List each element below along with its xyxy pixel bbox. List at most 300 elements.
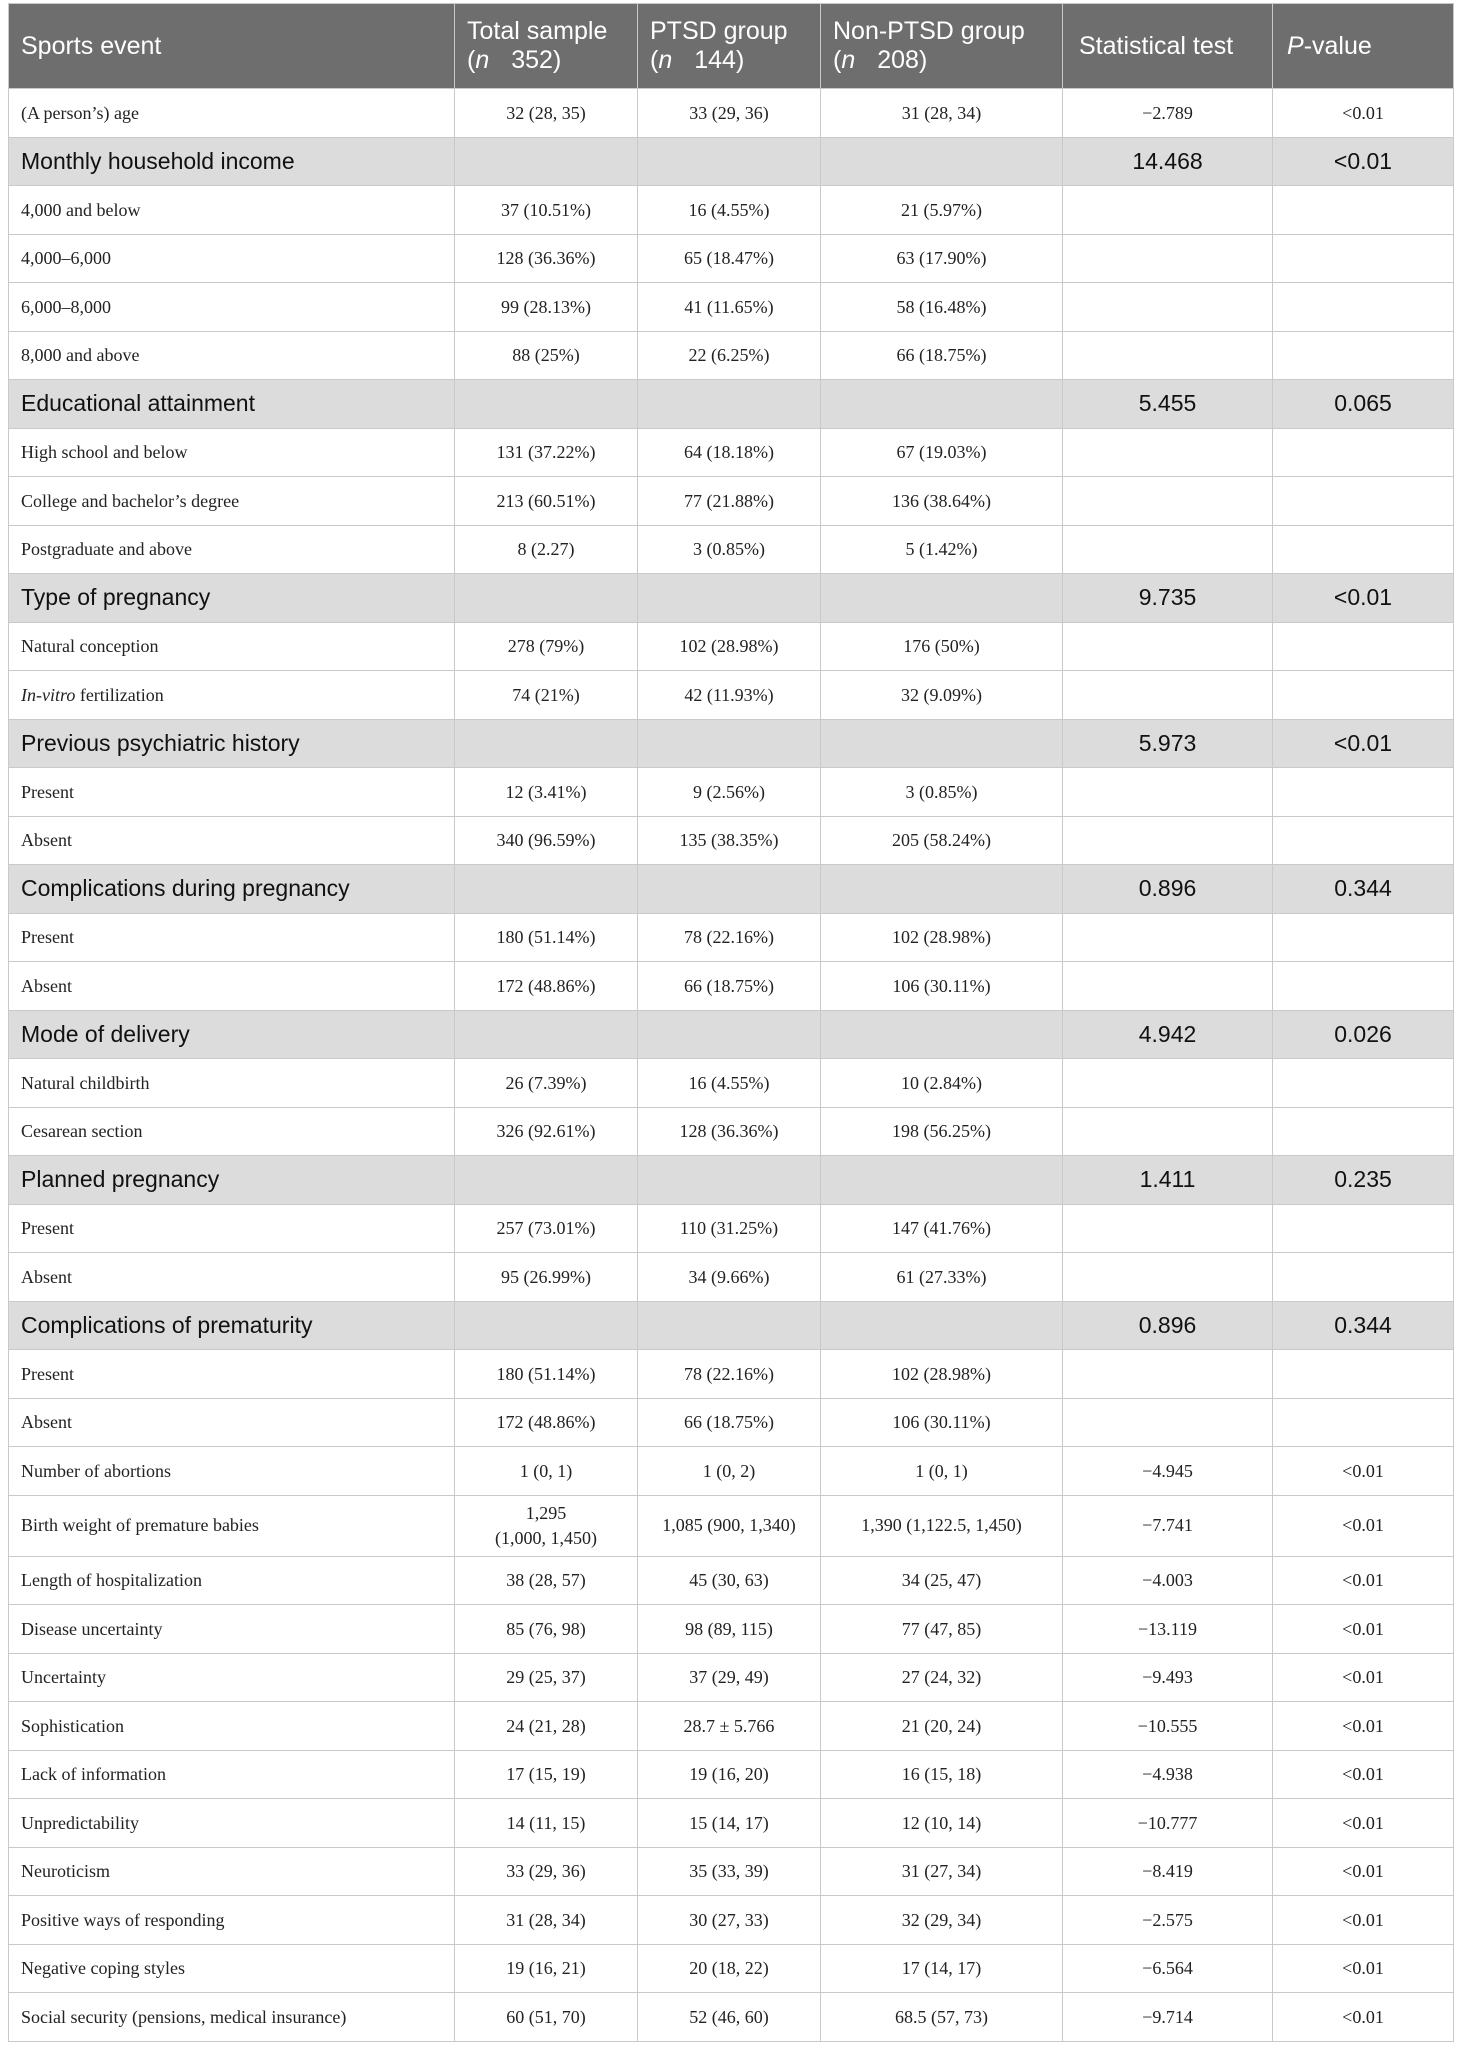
row-label-text: Neuroticism: [21, 1861, 110, 1882]
row-label: [9, 477, 455, 526]
row-label-text: Negative coping styles: [21, 1958, 185, 1979]
row-label-text: Disease uncertainty: [21, 1618, 163, 1639]
statistic-cell: 0.896: [1063, 865, 1273, 914]
ptsd-cell: 15 (14, 17): [638, 1799, 821, 1848]
statistic-cell: [1063, 1059, 1273, 1108]
statistic-cell: [1063, 428, 1273, 477]
row-label-text: Uncertainty: [21, 1667, 106, 1688]
total-cell: [455, 380, 638, 429]
total-cell: 33 (29, 36): [455, 1847, 638, 1896]
ptsd-cell: 65 (18.47%): [638, 234, 821, 283]
row-label-text: Present: [21, 1218, 74, 1239]
table-header: [9, 4, 1454, 89]
non-ptsd-cell: 106 (30.11%): [821, 962, 1063, 1011]
non-ptsd-cell: 176 (50%): [821, 622, 1063, 671]
non-ptsd-cell: 3 (0.85%): [821, 768, 1063, 817]
header-total-label: Total sample: [467, 17, 608, 46]
ptsd-cell: [638, 719, 821, 768]
row-label: [9, 1944, 455, 1993]
p-value-cell: [1273, 525, 1454, 574]
row-label: [9, 913, 455, 962]
table-row: [9, 671, 1454, 720]
ptsd-cell: 1,085 (900, 1,340): [638, 1495, 821, 1556]
ptsd-cell: 66 (18.75%): [638, 1398, 821, 1447]
header-non-ptsd-n-value: 208: [877, 46, 919, 74]
total-cell: 19 (16, 21): [455, 1944, 638, 1993]
table-row: [9, 1847, 1454, 1896]
row-label: [9, 1653, 455, 1702]
p-value-cell: [1273, 768, 1454, 817]
statistic-cell: 4.942: [1063, 1010, 1273, 1059]
statistic-cell: [1063, 962, 1273, 1011]
n-symbol: n: [658, 46, 673, 74]
p-value-cell: <0.01: [1273, 1799, 1454, 1848]
section-label: Planned pregnancy: [9, 1156, 455, 1205]
ptsd-cell: 16 (4.55%): [638, 1059, 821, 1108]
total-cell: [455, 574, 638, 623]
p-value-cell: [1273, 1204, 1454, 1253]
table-row: [9, 1702, 1454, 1751]
total-cell: 17 (15, 19): [455, 1750, 638, 1799]
non-ptsd-cell: 68.5 (57, 73): [821, 1993, 1063, 2042]
total-cell: 12 (3.41%): [455, 768, 638, 817]
non-ptsd-cell: 21 (5.97%): [821, 186, 1063, 235]
table-row: [9, 331, 1454, 380]
header-sports-event: Sports event: [9, 4, 455, 89]
row-label: [9, 671, 455, 720]
ptsd-cell: [638, 1156, 821, 1205]
p-value-cell: [1273, 283, 1454, 332]
total-line1: 1,295: [525, 1503, 567, 1524]
statistic-cell: −10.555: [1063, 1702, 1273, 1751]
ptsd-cell: [638, 137, 821, 186]
table-row: [9, 1495, 1454, 1556]
row-label-text: Sophistication: [21, 1715, 124, 1736]
section-label: Mode of delivery: [9, 1010, 455, 1059]
p-value-cell: [1273, 477, 1454, 526]
header-non-ptsd-label: Non-PTSD group: [833, 17, 1025, 46]
statistic-cell: 0.896: [1063, 1301, 1273, 1350]
statistic-cell: [1063, 234, 1273, 283]
p-value-cell: [1273, 1350, 1454, 1399]
total-cell: 131 (37.22%): [455, 428, 638, 477]
row-label-text: Number of abortions: [21, 1460, 171, 1481]
ptsd-cell: [638, 1301, 821, 1350]
statistic-cell: 5.455: [1063, 380, 1273, 429]
row-label: [9, 1605, 455, 1654]
ptsd-cell: 20 (18, 22): [638, 1944, 821, 1993]
non-ptsd-cell: 17 (14, 17): [821, 1944, 1063, 1993]
section-label: Complications during pregnancy: [9, 865, 455, 914]
table-row: [9, 1944, 1454, 1993]
non-ptsd-cell: [821, 380, 1063, 429]
characteristics-table: [8, 3, 1454, 2042]
p-value-cell: <0.01: [1273, 719, 1454, 768]
ptsd-cell: 52 (46, 60): [638, 1993, 821, 2042]
total-cell: 32 (28, 35): [455, 89, 638, 138]
total-cell: 29 (25, 37): [455, 1653, 638, 1702]
statistic-cell: [1063, 1107, 1273, 1156]
total-cell: 172 (48.86%): [455, 962, 638, 1011]
table-row: [9, 234, 1454, 283]
total-cell: 31 (28, 34): [455, 1896, 638, 1945]
ptsd-cell: 34 (9.66%): [638, 1253, 821, 1302]
row-label-text: Natural childbirth: [21, 1072, 150, 1093]
row-label: [9, 1253, 455, 1302]
ptsd-cell: [638, 1010, 821, 1059]
statistic-cell: 5.973: [1063, 719, 1273, 768]
statistic-cell: [1063, 1398, 1273, 1447]
non-ptsd-cell: [821, 137, 1063, 186]
non-ptsd-cell: [821, 1010, 1063, 1059]
statistic-cell: −9.493: [1063, 1653, 1273, 1702]
ptsd-cell: 42 (11.93%): [638, 671, 821, 720]
non-ptsd-cell: 136 (38.64%): [821, 477, 1063, 526]
total-cell: 85 (76, 98): [455, 1605, 638, 1654]
section-label: Type of pregnancy: [9, 574, 455, 623]
table-row: [9, 816, 1454, 865]
statistic-cell: [1063, 622, 1273, 671]
row-label: [9, 1059, 455, 1108]
total-cell: 8 (2.27): [455, 525, 638, 574]
statistic-cell: −13.119: [1063, 1605, 1273, 1654]
header-statistical-test: Statistical test: [1063, 4, 1273, 89]
row-label-text: 4,000–6,000: [21, 248, 111, 269]
total-cell: 180 (51.14%): [455, 1350, 638, 1399]
row-label: [9, 331, 455, 380]
p-value-cell: [1273, 1253, 1454, 1302]
total-cell: 180 (51.14%): [455, 913, 638, 962]
row-label-text: Positive ways of responding: [21, 1909, 225, 1930]
p-value-cell: [1273, 1059, 1454, 1108]
statistic-cell: −4.945: [1063, 1447, 1273, 1496]
non-ptsd-cell: 31 (27, 34): [821, 1847, 1063, 1896]
ptsd-cell: 77 (21.88%): [638, 477, 821, 526]
total-cell: 88 (25%): [455, 331, 638, 380]
row-label-text: Present: [21, 927, 74, 948]
ptsd-cell: 66 (18.75%): [638, 962, 821, 1011]
header-p-italic: P: [1287, 31, 1304, 60]
section-row: [9, 380, 1454, 429]
row-label-text: Birth weight of premature babies: [21, 1515, 259, 1536]
total-cell: [455, 1156, 638, 1205]
statistic-cell: −4.938: [1063, 1750, 1273, 1799]
table-row: [9, 1059, 1454, 1108]
p-value-cell: [1273, 428, 1454, 477]
non-ptsd-cell: 102 (28.98%): [821, 913, 1063, 962]
table-row: [9, 1750, 1454, 1799]
row-label: [9, 525, 455, 574]
row-label: [9, 1799, 455, 1848]
p-value-cell: <0.01: [1273, 1556, 1454, 1605]
ptsd-cell: 135 (38.35%): [638, 816, 821, 865]
section-label: Educational attainment: [9, 380, 455, 429]
ptsd-cell: 22 (6.25%): [638, 331, 821, 380]
row-label: [9, 1107, 455, 1156]
p-value-cell: <0.01: [1273, 1447, 1454, 1496]
table-row: [9, 477, 1454, 526]
statistic-cell: −7.741: [1063, 1495, 1273, 1556]
p-value-cell: <0.01: [1273, 1653, 1454, 1702]
section-row: [9, 865, 1454, 914]
total-cell: 172 (48.86%): [455, 1398, 638, 1447]
header-ptsd-n-value: 144: [694, 46, 736, 74]
total-cell: 60 (51, 70): [455, 1993, 638, 2042]
statistic-cell: [1063, 913, 1273, 962]
statistic-cell: −8.419: [1063, 1847, 1273, 1896]
statistic-cell: −9.714: [1063, 1993, 1273, 2042]
section-row: [9, 719, 1454, 768]
total-cell: 14 (11, 15): [455, 1799, 638, 1848]
total-cell: 99 (28.13%): [455, 283, 638, 332]
row-label-text: 4,000 and below: [21, 199, 141, 220]
table-row: [9, 428, 1454, 477]
non-ptsd-cell: 12 (10, 14): [821, 1799, 1063, 1848]
section-label: Complications of prematurity: [9, 1301, 455, 1350]
ptsd-cell: [638, 865, 821, 914]
section-label: Previous psychiatric history: [9, 719, 455, 768]
row-label: [9, 962, 455, 1011]
total-cell: 24 (21, 28): [455, 1702, 638, 1751]
table-body: [9, 89, 1454, 2042]
section-label: Monthly household income: [9, 137, 455, 186]
total-cell: 1 (0, 1): [455, 1447, 638, 1496]
row-label-text: Cesarean section: [21, 1121, 143, 1142]
statistic-cell: −10.777: [1063, 1799, 1273, 1848]
p-value-cell: 0.065: [1273, 380, 1454, 429]
ptsd-cell: 28.7 ± 5.766: [638, 1702, 821, 1751]
total-cell: [455, 865, 638, 914]
total-cell: 278 (79%): [455, 622, 638, 671]
row-label-text: fertilization: [75, 684, 164, 705]
header-row: [9, 4, 1454, 89]
ptsd-cell: 3 (0.85%): [638, 525, 821, 574]
statistic-cell: [1063, 186, 1273, 235]
statistic-cell: −6.564: [1063, 1944, 1273, 1993]
row-label-text: 6,000–8,000: [21, 296, 111, 317]
row-label: [9, 1447, 455, 1496]
header-total-sample: [455, 4, 638, 89]
ptsd-cell: 33 (29, 36): [638, 89, 821, 138]
total-cell: 326 (92.61%): [455, 1107, 638, 1156]
row-label: [9, 768, 455, 817]
ptsd-cell: 98 (89, 115): [638, 1605, 821, 1654]
p-value-cell: [1273, 913, 1454, 962]
row-label: [9, 89, 455, 138]
statistic-cell: [1063, 671, 1273, 720]
statistic-cell: −4.003: [1063, 1556, 1273, 1605]
total-cell: [455, 1010, 638, 1059]
table-row: [9, 962, 1454, 1011]
p-value-cell: [1273, 186, 1454, 235]
non-ptsd-cell: 61 (27.33%): [821, 1253, 1063, 1302]
ptsd-cell: 45 (30, 63): [638, 1556, 821, 1605]
p-value-cell: <0.01: [1273, 1605, 1454, 1654]
ptsd-cell: 35 (33, 39): [638, 1847, 821, 1896]
total-cell: 74 (21%): [455, 671, 638, 720]
statistic-cell: [1063, 283, 1273, 332]
row-label: [9, 1350, 455, 1399]
non-ptsd-cell: [821, 1156, 1063, 1205]
ptsd-cell: 16 (4.55%): [638, 186, 821, 235]
non-ptsd-cell: 5 (1.42%): [821, 525, 1063, 574]
row-label-text: Present: [21, 781, 74, 802]
non-ptsd-cell: 1,390 (1,122.5, 1,450): [821, 1495, 1063, 1556]
row-label-text: High school and below: [21, 442, 188, 463]
table-row: [9, 768, 1454, 817]
header-non-ptsd-group: [821, 4, 1063, 89]
p-value-cell: <0.01: [1273, 1495, 1454, 1556]
p-value-cell: 0.344: [1273, 1301, 1454, 1350]
ptsd-cell: [638, 574, 821, 623]
row-label-text: (A person’s) age: [21, 102, 139, 123]
row-label: [9, 283, 455, 332]
row-label-text: Social security (pensions, medical insurance): [21, 2006, 347, 2027]
p-value-cell: 0.235: [1273, 1156, 1454, 1205]
ptsd-cell: [638, 380, 821, 429]
row-label: [9, 428, 455, 477]
header-total-n: (n 352): [467, 46, 562, 74]
row-label-text: 8,000 and above: [21, 345, 140, 366]
row-label: [9, 1750, 455, 1799]
row-label: [9, 1847, 455, 1896]
table-row: [9, 1653, 1454, 1702]
row-label-text: Length of hospitalization: [21, 1570, 202, 1591]
table-row: [9, 1107, 1454, 1156]
header-ptsd-group: [638, 4, 821, 89]
p-value-cell: [1273, 331, 1454, 380]
p-value-cell: <0.01: [1273, 89, 1454, 138]
section-row: [9, 574, 1454, 623]
table-row: [9, 913, 1454, 962]
row-label-text: College and bachelor’s degree: [21, 490, 240, 511]
row-label-text: Absent: [21, 1266, 72, 1287]
table-row: [9, 1605, 1454, 1654]
row-label-text: Absent: [21, 1412, 72, 1433]
ptsd-cell: 1 (0, 2): [638, 1447, 821, 1496]
statistic-cell: [1063, 1204, 1273, 1253]
non-ptsd-cell: 102 (28.98%): [821, 1350, 1063, 1399]
table-row: [9, 525, 1454, 574]
p-value-cell: [1273, 1107, 1454, 1156]
p-value-cell: <0.01: [1273, 574, 1454, 623]
non-ptsd-cell: 31 (28, 34): [821, 89, 1063, 138]
ptsd-cell: 102 (28.98%): [638, 622, 821, 671]
p-value-cell: [1273, 671, 1454, 720]
table-row: [9, 1896, 1454, 1945]
table-row: [9, 1398, 1454, 1447]
statistic-cell: [1063, 477, 1273, 526]
ptsd-cell: 9 (2.56%): [638, 768, 821, 817]
n-symbol: n: [841, 46, 856, 74]
header-p-rest: -value: [1303, 31, 1372, 60]
non-ptsd-cell: 198 (56.25%): [821, 1107, 1063, 1156]
non-ptsd-cell: [821, 1301, 1063, 1350]
row-label-text: Absent: [21, 830, 72, 851]
ptsd-cell: 64 (18.18%): [638, 428, 821, 477]
table-row: [9, 1204, 1454, 1253]
statistic-cell: 14.468: [1063, 137, 1273, 186]
ptsd-cell: 110 (31.25%): [638, 1204, 821, 1253]
total-cell: [455, 1495, 638, 1556]
p-value-cell: <0.01: [1273, 1896, 1454, 1945]
p-value-cell: [1273, 1398, 1454, 1447]
p-value-cell: <0.01: [1273, 1750, 1454, 1799]
row-label: [9, 1556, 455, 1605]
total-cell: 38 (28, 57): [455, 1556, 638, 1605]
table-row: [9, 186, 1454, 235]
statistic-cell: [1063, 331, 1273, 380]
header-ptsd-n: (n 144): [650, 46, 745, 74]
p-value-cell: [1273, 962, 1454, 1011]
header-total-n-value: 352: [511, 46, 553, 74]
ptsd-cell: 78 (22.16%): [638, 1350, 821, 1399]
table-row: [9, 1253, 1454, 1302]
total-line2: (1,000, 1,450): [495, 1527, 597, 1548]
section-row: [9, 1156, 1454, 1205]
non-ptsd-cell: 106 (30.11%): [821, 1398, 1063, 1447]
non-ptsd-cell: 32 (9.09%): [821, 671, 1063, 720]
non-ptsd-cell: 66 (18.75%): [821, 331, 1063, 380]
header-p-value: [1273, 4, 1454, 89]
total-cell: 340 (96.59%): [455, 816, 638, 865]
table-row: [9, 1799, 1454, 1848]
header-non-ptsd-n: (n 208): [833, 46, 928, 74]
non-ptsd-cell: 205 (58.24%): [821, 816, 1063, 865]
row-label: [9, 1204, 455, 1253]
statistic-cell: [1063, 1253, 1273, 1302]
table-row: [9, 1447, 1454, 1496]
non-ptsd-cell: 34 (25, 47): [821, 1556, 1063, 1605]
total-cell: [455, 719, 638, 768]
non-ptsd-cell: 27 (24, 32): [821, 1653, 1063, 1702]
statistic-cell: [1063, 816, 1273, 865]
row-label: [9, 1495, 455, 1556]
total-cell: 128 (36.36%): [455, 234, 638, 283]
section-row: [9, 1301, 1454, 1350]
p-value-cell: <0.01: [1273, 1944, 1454, 1993]
section-row: [9, 1010, 1454, 1059]
non-ptsd-cell: 67 (19.03%): [821, 428, 1063, 477]
non-ptsd-cell: 77 (47, 85): [821, 1605, 1063, 1654]
total-cell: 257 (73.01%): [455, 1204, 638, 1253]
non-ptsd-cell: 1 (0, 1): [821, 1447, 1063, 1496]
table-row: [9, 89, 1454, 138]
row-label-italic: In-vitro: [21, 684, 76, 705]
non-ptsd-cell: 21 (20, 24): [821, 1702, 1063, 1751]
row-label: [9, 186, 455, 235]
row-label-text: Unpredictability: [21, 1812, 139, 1833]
non-ptsd-cell: [821, 719, 1063, 768]
non-ptsd-cell: 63 (17.90%): [821, 234, 1063, 283]
statistic-cell: −2.789: [1063, 89, 1273, 138]
p-value-cell: [1273, 622, 1454, 671]
p-value-cell: <0.01: [1273, 1702, 1454, 1751]
statistic-cell: [1063, 1350, 1273, 1399]
statistic-cell: 9.735: [1063, 574, 1273, 623]
ptsd-cell: 19 (16, 20): [638, 1750, 821, 1799]
statistic-cell: −2.575: [1063, 1896, 1273, 1945]
table-row: [9, 1993, 1454, 2042]
ptsd-cell: 78 (22.16%): [638, 913, 821, 962]
p-value-cell: <0.01: [1273, 1847, 1454, 1896]
p-value-cell: [1273, 816, 1454, 865]
total-cell: 95 (26.99%): [455, 1253, 638, 1302]
p-value-cell: [1273, 234, 1454, 283]
p-value-cell: 0.026: [1273, 1010, 1454, 1059]
statistic-cell: [1063, 525, 1273, 574]
statistic-cell: [1063, 768, 1273, 817]
